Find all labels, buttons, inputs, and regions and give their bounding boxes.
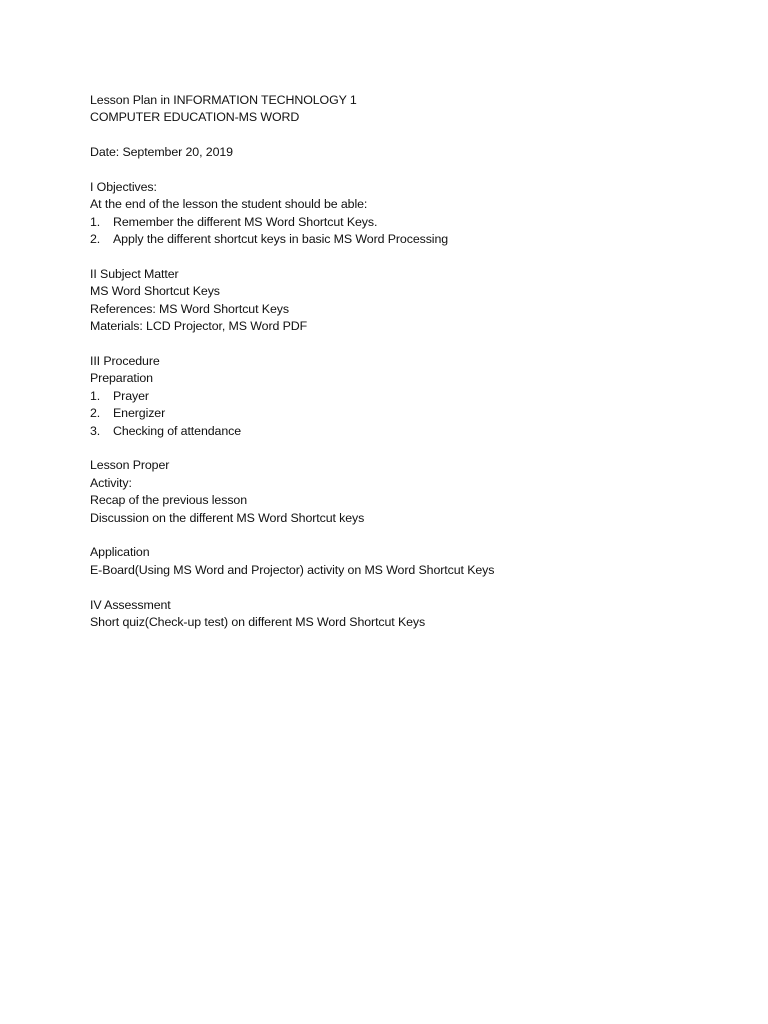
document-body xyxy=(90,92,730,631)
document-subtitle: COMPUTER EDUCATION-MS WORD xyxy=(90,110,300,125)
preparation-item xyxy=(90,388,730,405)
preparation-item xyxy=(90,405,730,422)
objective-item xyxy=(90,231,730,248)
spacer xyxy=(90,336,730,353)
preparation-text: Energizer xyxy=(113,406,166,421)
subject-topic: MS Word Shortcut Keys xyxy=(90,284,220,299)
spacer xyxy=(90,527,730,544)
objective-text: Remember the different MS Word Shortcut Keys. xyxy=(113,214,378,229)
activity-line: Discussion on the different MS Word Shortcut keys xyxy=(90,510,365,525)
objective-text: Apply the different shortcut keys in basic MS Word Processing xyxy=(113,232,449,247)
lesson-proper-heading: Lesson Proper xyxy=(90,458,170,473)
lesson-date: Date: September 20, 2019 xyxy=(90,145,233,160)
list-number: 1. xyxy=(90,388,101,403)
assessment-text: Short quiz(Check-up test) on different MS Word Shortcut Keys xyxy=(90,615,426,630)
application-heading: Application xyxy=(90,545,150,560)
spacer xyxy=(90,249,730,266)
spacer xyxy=(90,127,730,144)
objectives-intro: At the end of the lesson the student should be able: xyxy=(90,197,368,212)
spacer xyxy=(90,440,730,457)
preparation-heading: Preparation xyxy=(90,371,153,386)
preparation-text: Checking of attendance xyxy=(113,423,241,438)
objective-item xyxy=(90,214,730,231)
objectives-heading: I Objectives: xyxy=(90,180,157,194)
preparation-item xyxy=(90,423,730,440)
list-number: 1. xyxy=(90,214,101,229)
activity-line: Recap of the previous lesson xyxy=(90,493,247,508)
subject-matter-heading: II Subject Matter xyxy=(90,267,179,282)
spacer xyxy=(90,162,730,179)
preparation-text: Prayer xyxy=(113,388,149,403)
assessment-heading: IV Assessment xyxy=(90,597,171,612)
list-number: 2. xyxy=(90,406,101,421)
spacer xyxy=(90,579,730,596)
list-number: 3. xyxy=(90,423,101,438)
application-text: E-Board(Using MS Word and Projector) activity on MS Word Shortcut Keys xyxy=(90,562,495,577)
subject-references: References: MS Word Shortcut Keys xyxy=(90,301,289,316)
activity-heading: Activity: xyxy=(90,475,132,490)
subject-materials: Materials: LCD Projector, MS Word PDF xyxy=(90,319,308,334)
list-number: 2. xyxy=(90,232,101,247)
procedure-heading: III Procedure xyxy=(90,354,160,369)
document-title: Lesson Plan in INFORMATION TECHNOLOGY 1 xyxy=(90,93,357,107)
